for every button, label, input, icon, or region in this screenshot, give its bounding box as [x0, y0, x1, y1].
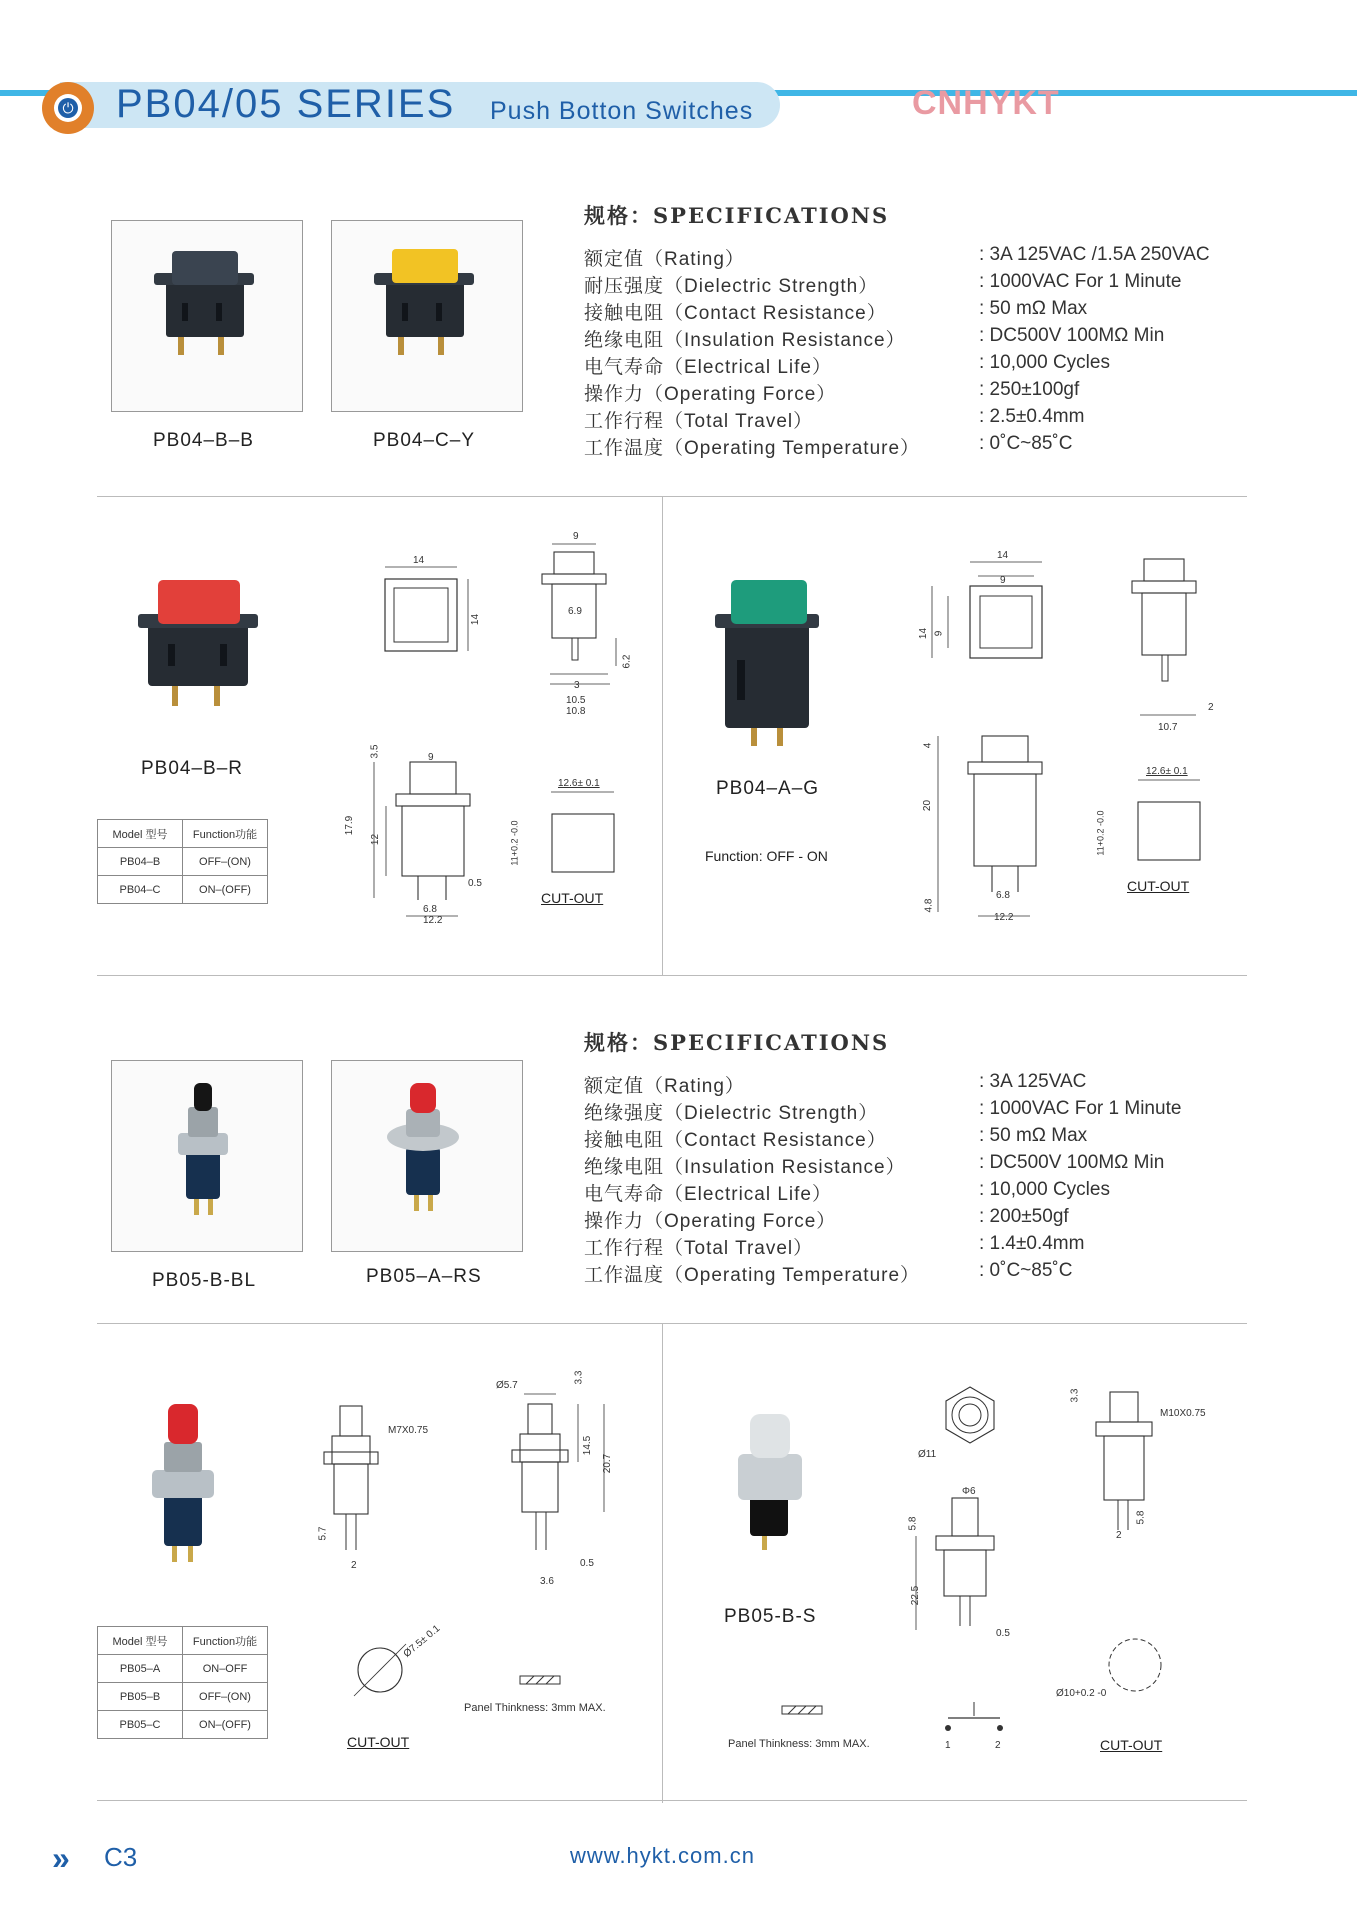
dimension-label: 5.8	[907, 1516, 919, 1531]
spec-value: : 2.5±0.4mm	[979, 406, 1085, 427]
spec-row	[584, 352, 1274, 379]
table-cell: ON–(OFF)	[183, 1711, 268, 1739]
product-label-pb04-b-r: PB04–B–R	[141, 758, 244, 779]
panel-note: Panel Thinkness: 3mm MAX.	[728, 1738, 870, 1750]
spec-label: 绝缘电阻（Insulation Resistance）	[584, 330, 906, 351]
switch-mini-red-image	[332, 1061, 522, 1251]
dimension-label: 4	[922, 742, 934, 749]
dimension-label: 14.5	[582, 1435, 594, 1456]
dimension-label: Ø5.7	[496, 1380, 518, 1391]
dimension-label: 9	[1000, 575, 1006, 586]
dimension-label: 12.2	[423, 915, 443, 926]
dimension-label: 22.5	[910, 1585, 922, 1606]
switch-yellow-image	[332, 221, 522, 411]
dimension-label: 5.8	[1135, 1510, 1147, 1525]
page-title: PB04/05 SERIES	[116, 82, 456, 126]
spec-row	[584, 271, 1274, 298]
table-header-row	[98, 820, 268, 848]
page-subtitle: Push Botton Switches	[490, 97, 754, 125]
power-icon: ⏻	[58, 98, 78, 118]
spec-value: : DC500V 100MΩ Min	[979, 325, 1165, 346]
panel-note: Panel Thinkness: 3mm MAX.	[464, 1702, 606, 1714]
dimension-label: 11+0.2 -0.0	[1095, 810, 1106, 856]
dimension-drawing-side-view	[506, 1390, 626, 1590]
switch-mini-black-image	[112, 1061, 302, 1251]
page-number: C3	[104, 1842, 138, 1872]
dimension-label: 5.7	[317, 1526, 329, 1541]
spec-label: 额定值（Rating）	[584, 249, 745, 270]
switch-mini-silver-image	[720, 1400, 820, 1570]
dimension-label: 6.2	[621, 654, 633, 669]
table-row	[98, 1711, 268, 1739]
spec-value: : 1000VAC For 1 Minute	[979, 1098, 1182, 1119]
spec1-heading: 规格：SPECIFICATIONS	[584, 203, 890, 228]
spec-value: : 1.4±0.4mm	[979, 1233, 1085, 1254]
product-label-pb05-b-s: PB05-B-S	[724, 1606, 817, 1627]
dimension-label: 12.6± 0.1	[558, 778, 600, 789]
table-row	[98, 848, 268, 876]
table-cell: PB04–B	[98, 848, 183, 876]
dimension-label: 3.3	[1069, 1388, 1081, 1403]
dimension-drawing-side-view	[1128, 555, 1238, 735]
dimension-label: 10.5	[566, 695, 586, 706]
spec-value: : 50 mΩ Max	[979, 1125, 1088, 1146]
dimension-drawing-side-view	[1090, 1382, 1170, 1552]
dimension-label: 2	[351, 1560, 357, 1571]
dimension-drawing-top-view	[918, 550, 1058, 680]
dimension-label: Ø7.5± 0.1	[401, 1623, 443, 1660]
dimension-drawing-top-view	[940, 1385, 1000, 1445]
table-cell: ON–(OFF)	[183, 876, 268, 904]
spec-label: 操作力（Operating Force）	[584, 1211, 837, 1232]
dimension-drawing-front-view	[906, 1480, 1026, 1650]
circuit-diagram	[940, 1698, 1010, 1738]
function-note: Function: OFF - ON	[705, 848, 828, 864]
spec-value: : 10,000 Cycles	[979, 1179, 1110, 1200]
spec-label: 工作温度（Operating Temperature）	[584, 438, 921, 459]
panel-thickness-icon	[780, 1700, 826, 1720]
switch-red-image	[128, 560, 278, 720]
function-table-pb04	[97, 819, 268, 904]
dimension-label: 0.5	[468, 878, 482, 889]
cutout-drawing	[1132, 778, 1212, 868]
spec-value: : 50 mΩ Max	[979, 298, 1088, 319]
spec-value: : 200±50gf	[979, 1206, 1069, 1227]
table-header-cell: Model 型号	[98, 820, 183, 848]
product-label-pb04-b-b: PB04–B–B	[153, 430, 254, 451]
dimension-label: 3	[574, 680, 580, 691]
spec2-heading: 规格：SPECIFICATIONS	[584, 1030, 890, 1055]
spec-value: : 250±100gf	[979, 379, 1080, 400]
switch-mini-red-image	[130, 1390, 240, 1580]
spec-label: 工作行程（Total Travel）	[584, 411, 814, 432]
brand-logo: CNHYKT	[912, 84, 1060, 122]
dimension-label: M7X0.75	[388, 1425, 429, 1436]
spec-row	[584, 1260, 1274, 1287]
terminal-label: 2	[995, 1740, 1001, 1751]
dimension-label: 6.9	[568, 606, 582, 617]
dimension-label: 6.8	[423, 904, 437, 915]
dimension-label: 20.7	[602, 1453, 614, 1474]
dimension-label: 14	[413, 555, 425, 566]
table-header-cell: Function功能	[183, 820, 268, 848]
divider	[97, 1323, 1247, 1324]
dimension-drawing-front-view	[918, 730, 1058, 930]
dimension-label: 9	[428, 752, 434, 763]
spec-label: 操作力（Operating Force）	[584, 384, 837, 405]
spec-label: 接触电阻（Contact Resistance）	[584, 1130, 887, 1151]
photo-pb04-b-b	[111, 220, 303, 412]
cutout-label: CUT-OUT	[1127, 878, 1190, 894]
photo-pb05-a-rs	[331, 1060, 523, 1252]
product-label-pb04-a-g: PB04–A–G	[716, 778, 820, 799]
cutout-label: CUT-OUT	[347, 1734, 410, 1750]
spec-row	[584, 298, 1274, 325]
dimension-label: 2	[1116, 1530, 1122, 1541]
table-cell: PB05–A	[98, 1655, 183, 1683]
spec-label: 绝缘强度（Dielectric Strength）	[584, 1103, 879, 1124]
table-cell: OFF–(ON)	[183, 1683, 268, 1711]
table-cell: OFF–(ON)	[183, 848, 268, 876]
divider	[662, 496, 663, 976]
dimension-label: 6.8	[996, 890, 1010, 901]
spec-value: : 1000VAC For 1 Minute	[979, 271, 1182, 292]
table-row	[98, 1655, 268, 1683]
spec1-list	[584, 244, 1284, 464]
cutout-drawing	[546, 790, 626, 880]
spec-row	[584, 379, 1274, 406]
table-row	[98, 876, 268, 904]
table-header-cell: Model 型号	[98, 1627, 183, 1655]
spec-value: : 10,000 Cycles	[979, 352, 1110, 373]
cutout-label: CUT-OUT	[1100, 1737, 1163, 1753]
dimension-label: 20	[922, 799, 934, 812]
spec-value: : 3A 125VAC /1.5A 250VAC	[979, 244, 1210, 265]
spec-row	[584, 244, 1274, 271]
divider	[97, 1800, 1247, 1801]
dimension-label: 9	[933, 630, 945, 637]
spec-row	[584, 406, 1274, 433]
switch-black-image	[112, 221, 302, 411]
spec-row	[584, 1206, 1274, 1233]
table-header-cell: Function功能	[183, 1627, 268, 1655]
product-label-pb05-a-rs: PB05–A–RS	[366, 1266, 482, 1287]
spec-row	[584, 1125, 1274, 1152]
dimension-label: M10X0.75	[1160, 1408, 1206, 1419]
table-cell: PB05–C	[98, 1711, 183, 1739]
table-header-row	[98, 1627, 268, 1655]
dimension-label: Φ6	[962, 1486, 976, 1497]
divider	[97, 975, 1247, 976]
dimension-drawing-side-view	[540, 538, 633, 718]
dimension-label: Ø10+0.2 -0	[1056, 1688, 1107, 1699]
spec-label: 耐压强度（Dielectric Strength）	[584, 276, 879, 297]
cutout-drawing	[1100, 1630, 1170, 1700]
spec-row	[584, 1179, 1274, 1206]
dimension-label: 10.8	[566, 706, 586, 717]
spec-value: : 0˚C~85˚C	[979, 433, 1073, 454]
spec-label: 工作温度（Operating Temperature）	[584, 1265, 921, 1286]
website-link[interactable]: www.hykt.com.cn	[570, 1843, 755, 1868]
dimension-drawing-top-view	[380, 555, 480, 665]
double-chevron-icon: »	[52, 1840, 62, 1876]
dimension-label: 12.6± 0.1	[1146, 766, 1188, 777]
spec-label: 额定值（Rating）	[584, 1076, 745, 1097]
spec-row	[584, 433, 1274, 460]
spec-label: 接触电阻（Contact Resistance）	[584, 303, 887, 324]
product-label-pb04-c-y: PB04–C–Y	[373, 430, 476, 451]
table-cell: ON–OFF	[183, 1655, 268, 1683]
divider	[97, 496, 1247, 497]
divider	[662, 1323, 663, 1803]
dimension-label: 4.8	[923, 898, 935, 913]
spec-label: 绝缘电阻（Insulation Resistance）	[584, 1157, 906, 1178]
spec-label: 电气寿命（Electrical Life）	[584, 1184, 832, 1205]
dimension-label: 12	[370, 833, 382, 846]
dimension-label: 17.9	[344, 815, 356, 836]
terminal-label: 1	[945, 1740, 951, 1751]
dimension-label: 10.7	[1158, 722, 1178, 733]
photo-pb05-b-bl	[111, 1060, 303, 1252]
spec-row	[584, 1233, 1274, 1260]
spec-value: : DC500V 100MΩ Min	[979, 1152, 1165, 1173]
dimension-label: 14	[997, 550, 1009, 561]
dimension-label: 0.5	[996, 1628, 1010, 1639]
switch-green-image	[705, 570, 835, 750]
dimension-label: 11+0.2 -0.0	[509, 820, 520, 866]
spec-label: 工作行程（Total Travel）	[584, 1238, 814, 1259]
spec2-list	[584, 1071, 1284, 1291]
table-cell: PB05–B	[98, 1683, 183, 1711]
dimension-label: 14	[918, 627, 930, 640]
panel-thickness-icon	[518, 1670, 564, 1690]
dimension-label: 12.2	[994, 912, 1014, 923]
cutout-drawing	[350, 1640, 410, 1700]
spec-value: : 0˚C~85˚C	[979, 1260, 1073, 1281]
table-cell: PB04–C	[98, 876, 183, 904]
dimension-label: 0.5	[580, 1558, 594, 1569]
function-table-pb05	[97, 1626, 268, 1739]
dimension-label: 9	[573, 531, 579, 542]
dimension-label: 14	[470, 613, 482, 626]
dimension-label: 3.5	[369, 744, 381, 759]
spec-label: 电气寿命（Electrical Life）	[584, 357, 832, 378]
cutout-label: CUT-OUT	[541, 890, 604, 906]
spec-row	[584, 1152, 1274, 1179]
dimension-label: 3.3	[573, 1370, 585, 1385]
spec-row	[584, 325, 1274, 352]
spec-row	[584, 1098, 1274, 1125]
dimension-label: 3.6	[540, 1576, 554, 1587]
spec-row	[584, 1071, 1274, 1098]
dimension-label: 2	[1208, 702, 1214, 713]
dimension-label: Ø11	[918, 1449, 937, 1460]
spec-value: : 3A 125VAC	[979, 1071, 1087, 1092]
table-row	[98, 1683, 268, 1711]
product-label-pb05-b-bl: PB05-B-BL	[152, 1270, 257, 1291]
photo-pb04-c-y	[331, 220, 523, 412]
